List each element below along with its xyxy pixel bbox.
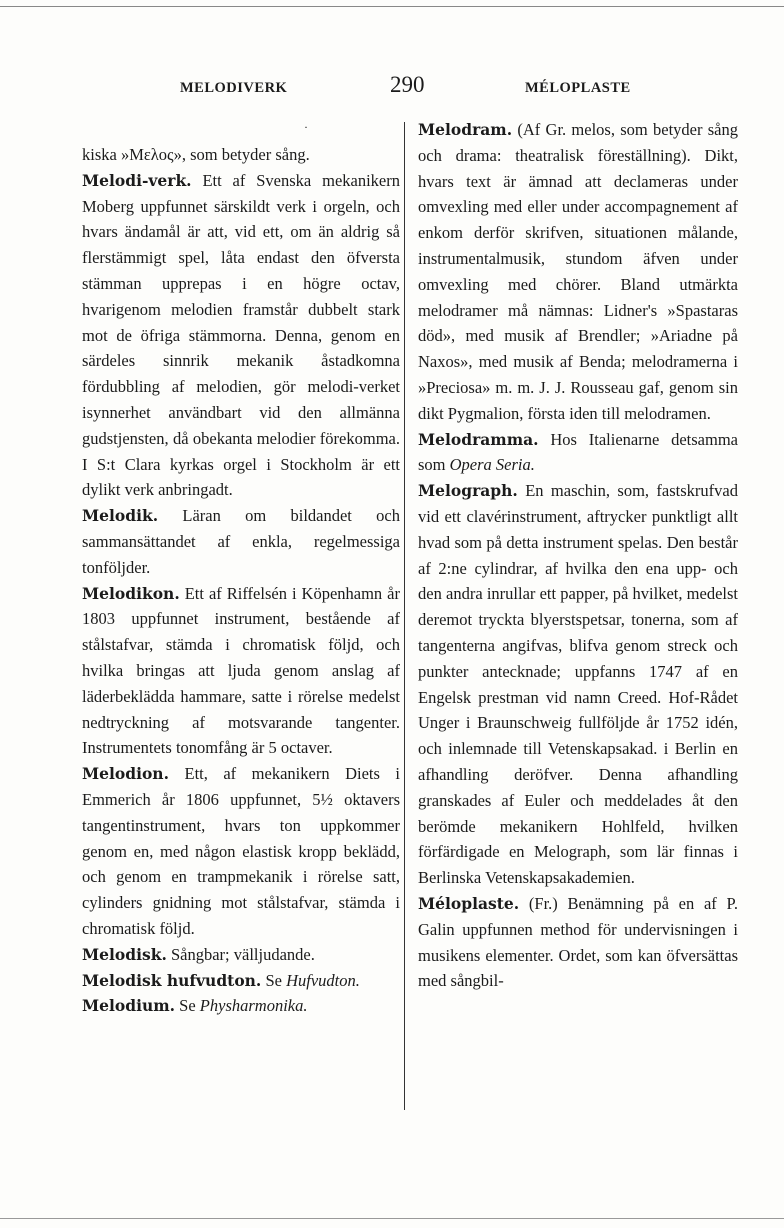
- right-column: [418, 117, 738, 994]
- headword: Melodramma.: [418, 429, 539, 449]
- entry-continuation: kiska »Μελος», som betyder sång.: [82, 145, 310, 164]
- headword: Melodi-verk.: [82, 170, 192, 190]
- entry-melodramma: Melodramma. Hos Italienarne detsamma som Opera Seria.: [418, 429, 738, 475]
- entry-melodi-verk: Melodi-verk. Ett af Svenska mekanikern Moberg uppfunnet särskildt verk i orgeln, och hvars ändamål är att, vid ett, om än aldrig så flerstämmigt spel, låta endast den öfversta stämman upprepas i en högre octav, hvarigenom melodien framstår dubbelt stark mot de öfriga stämmorna. Denna, genom en särdeles sinnrik mekanik åstadkomna fördubbling af melodien, gör melodi-verket isynnerhet användbart vid den allmänna gudstjensten, då obekanta melodier förekomma. I S:t Clara kyrkas orgel i Stockholm är ett dylikt verk anbringadt.: [82, 170, 400, 500]
- entry-melodik: Melodik. Läran om bildandet och sammansättandet af enkla, regelmessiga tonföljder.: [82, 506, 400, 577]
- headword: Melodisk hufvudton.: [82, 970, 262, 990]
- headword: Melodion.: [82, 764, 169, 784]
- entry-melodisk-hufvudton: Melodisk hufvudton. Se Hufvudton.: [82, 970, 360, 990]
- headword: Melodisk.: [82, 944, 167, 964]
- page-number: 290: [390, 72, 425, 97]
- top-edge-line: [0, 6, 784, 7]
- cross-reference: Hufvudton.: [286, 970, 360, 990]
- headword: Melodikon.: [82, 583, 180, 603]
- entry-melodisk: Melodisk. Sångbar; välljudande.: [82, 944, 315, 964]
- running-header: [80, 72, 740, 112]
- column-divider: [404, 122, 405, 1110]
- header-right-word: MÉLOPLASTE: [525, 80, 631, 96]
- entry-melodikon: Melodikon. Ett af Riffelsén i Köpenhamn år 1803 uppfunnet instrument, bestående af stålstafvar, stämda i chromatisk följd, och hvilka bringas att ljuda genom anslag af läderbeklädda hammare, satte i rörelse medelst nedtryckning af motsvarande tangenter. Instrumentets tonomfång är 5 octaver.: [82, 583, 400, 758]
- bottom-edge-line: [0, 1218, 784, 1219]
- entry-melodram: Melodram. (Af Gr. melos, som betyder sång och drama: theatralisk föreställning). Dikt, hvars text är ämnad att declameras under omvexling med eller under accompagnement af enkom derför skrifven, situationen målande, instrumentalmusik, stundom äfven under omvexling med chörer. Bland utmärkta melodramer må nämnas: Lidner's »Spastaras död», med musik af Brendler; »Ariadne på Naxos», med musik af Benda; melodramerna i »Preciosa» m. m. J. J. Rousseau gaf, genom sin dikt Pygmalion, första iden till melodramen.: [418, 120, 738, 423]
- cross-reference: Opera Seria.: [449, 455, 535, 475]
- header-left-word: MELODIVERK: [180, 80, 288, 96]
- left-column: [82, 142, 400, 1019]
- headword: Melodium.: [82, 996, 176, 1016]
- headword: Méloplaste.: [418, 893, 520, 913]
- entry-meloplaste: Méloplaste. (Fr.) Benämning på en af P. Galin uppfunnen method för undervisningen i musikens elementer. Ordet, som kan öfversättas med sångbil-: [418, 893, 738, 991]
- entry-melodium: Melodium. Se Physharmonika.: [82, 996, 308, 1016]
- headword: Melodik.: [82, 506, 159, 526]
- headword: Melograph.: [418, 481, 518, 501]
- headword: Melodram.: [418, 120, 513, 139]
- entry-melodion: Melodion. Ett, af mekanikern Diets i Emmerich år 1806 uppfunnet, 5½ oktavers tangentinstrument, hvars ton uppkommer genom en, med någon elastisk kropp beklädd, och genom en trampmekanik i rörelse satt, cylinders gnidning mot stålstafvar, stämda i chromatisk följd.: [82, 764, 400, 938]
- entry-melograph: Melograph. En maschin, som, fastskrufvad vid ett clavérinstrument, aftrycker punktligt allt hvad som på detta instrument spelas. Den består af 2:ne cylindrar, af hvilka den ena upp- och den andra inrullar ett papper, på hvilket, medelst deremot tryckta blyerstspetsar, tonerna, som af tangenterna angifvas, blifva genom streck och punkter antecknade; uppfanns 1747 af en Engelsk prestman vid namn Creed. Hof-Rådet Unger i Braunschweig fullföljde år 1752 idén, och inlemnade till Vetenskapsakad. i Berlin en afhandling deröfver. Denna afhandling granskades af Euler och meddelades åt den berömde mekanikern Hohlfeld, hvilken förfärdigade en Melograph, som lär finnas i Berlinska Vetenskapsakademien.: [418, 481, 738, 888]
- cross-reference: Physharmonika.: [199, 996, 308, 1016]
- stray-dot: ·: [304, 120, 308, 134]
